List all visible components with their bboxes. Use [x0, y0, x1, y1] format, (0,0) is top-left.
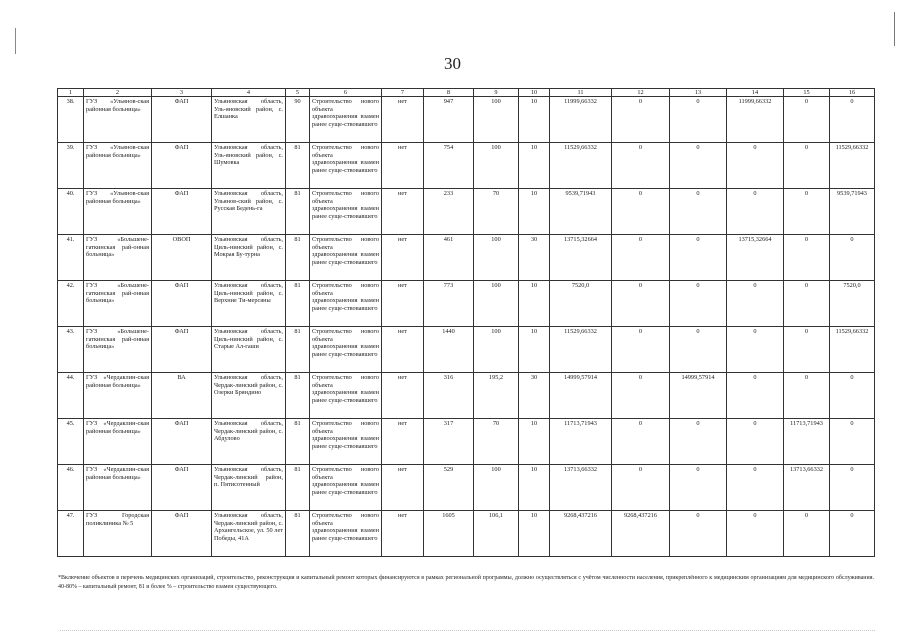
table-body [58, 97, 875, 557]
cost-year-3-cell: 0 [727, 373, 784, 419]
total-cost-cell: 13713,66332 [550, 465, 612, 511]
facility-type-cell: ФАП [152, 419, 212, 465]
area-cell: 70 [474, 419, 519, 465]
wear-percent-cell: 90 [286, 97, 310, 143]
page-number: 30 [444, 54, 461, 73]
cost-year-1-cell: 0 [612, 143, 670, 189]
column-number: 8 [424, 89, 474, 97]
land-plot-cell: нет [382, 373, 424, 419]
cost-year-2-cell: 0 [670, 97, 727, 143]
facility-type-cell: ФАП [152, 189, 212, 235]
organization-cell: ГУЗ «Чердаклин-ская районная больница» [84, 465, 152, 511]
capacity-cell: 10 [519, 465, 550, 511]
cost-year-2-cell: 0 [670, 419, 727, 465]
row-number-cell: 44. [58, 373, 84, 419]
cost-year-5-cell: 0 [830, 235, 875, 281]
area-cell: 100 [474, 97, 519, 143]
row-number-cell: 41. [58, 235, 84, 281]
cost-year-5-cell: 7520,0 [830, 281, 875, 327]
address-cell: Ульяновская область, Чердак-линский район, с. Озерки Бряндино [212, 373, 286, 419]
row-number-cell: 47. [58, 511, 84, 557]
cost-year-4-cell: 13713,66332 [784, 465, 830, 511]
organization-cell: ГУЗ «Чердаклин-ская районная больница» [84, 373, 152, 419]
area-cell: 100 [474, 281, 519, 327]
wear-percent-cell: 81 [286, 143, 310, 189]
area-cell: 70 [474, 189, 519, 235]
address-cell: Ульяновская область, Циль-нинский район, с. Старые Ал-гаши [212, 327, 286, 373]
population-cell: 754 [424, 143, 474, 189]
organization-cell: ГУЗ «Большене-гаткинская рай-онная больница» [84, 327, 152, 373]
table-row [58, 465, 875, 511]
land-plot-cell: нет [382, 511, 424, 557]
table-row [58, 143, 875, 189]
cost-year-1-cell: 0 [612, 189, 670, 235]
facility-type-cell: ФАП [152, 97, 212, 143]
wear-percent-cell: 81 [286, 327, 310, 373]
cost-year-2-cell: 0 [670, 143, 727, 189]
population-cell: 1440 [424, 327, 474, 373]
cost-year-4-cell: 11713,71943 [784, 419, 830, 465]
cost-year-3-cell: 0 [727, 143, 784, 189]
work-type-cell: Строительство нового объекта здравоохранения взамен ранее суще-ствовавшего [310, 373, 382, 419]
total-cost-cell: 11713,71943 [550, 419, 612, 465]
capacity-cell: 10 [519, 511, 550, 557]
row-number-cell: 38. [58, 97, 84, 143]
work-type-cell: Строительство нового объекта здравоохранения взамен ранее суще-ствовавшего [310, 189, 382, 235]
population-cell: 529 [424, 465, 474, 511]
facility-type-cell: ФАП [152, 511, 212, 557]
wear-percent-cell: 81 [286, 373, 310, 419]
total-cost-cell: 14999,57914 [550, 373, 612, 419]
facility-type-cell: ОВОП [152, 235, 212, 281]
organization-cell: ГУЗ «Ульянов-ская районная больница» [84, 143, 152, 189]
cost-year-2-cell: 0 [670, 235, 727, 281]
column-number: 9 [474, 89, 519, 97]
cost-year-5-cell: 0 [830, 373, 875, 419]
area-cell: 195,2 [474, 373, 519, 419]
row-number-cell: 42. [58, 281, 84, 327]
cost-year-2-cell: 0 [670, 281, 727, 327]
capacity-cell: 10 [519, 281, 550, 327]
area-cell: 106,1 [474, 511, 519, 557]
organization-cell: ГУЗ Городская поликлиника № 5 [84, 511, 152, 557]
total-cost-cell: 7520,0 [550, 281, 612, 327]
capacity-cell: 10 [519, 143, 550, 189]
address-cell: Ульяновская область, Циль-нинский район, с. Верхние Ти-мерсяны [212, 281, 286, 327]
table-row [58, 189, 875, 235]
cost-year-1-cell: 0 [612, 327, 670, 373]
population-cell: 316 [424, 373, 474, 419]
column-number: 11 [550, 89, 612, 97]
address-cell: Ульяновская область, Уль-яновский район, с. Елшанка [212, 97, 286, 143]
wear-percent-cell: 81 [286, 235, 310, 281]
capacity-cell: 10 [519, 97, 550, 143]
table-row [58, 511, 875, 557]
facility-type-cell: ФАП [152, 143, 212, 189]
column-number: 16 [830, 89, 875, 97]
capacity-cell: 30 [519, 373, 550, 419]
cost-year-3-cell: 0 [727, 281, 784, 327]
population-cell: 947 [424, 97, 474, 143]
population-cell: 317 [424, 419, 474, 465]
cost-year-2-cell: 0 [670, 465, 727, 511]
cost-year-1-cell: 0 [612, 373, 670, 419]
cost-year-1-cell: 0 [612, 419, 670, 465]
column-number-row [58, 89, 875, 97]
row-number-cell: 43. [58, 327, 84, 373]
scan-artifact-line [60, 630, 875, 632]
area-cell: 100 [474, 143, 519, 189]
cost-year-2-cell: 0 [670, 327, 727, 373]
table-row [58, 327, 875, 373]
column-number: 5 [286, 89, 310, 97]
cost-year-4-cell: 0 [784, 143, 830, 189]
row-number-cell: 45. [58, 419, 84, 465]
cost-year-3-cell: 0 [727, 419, 784, 465]
table-row [58, 419, 875, 465]
cost-year-5-cell: 9539,71943 [830, 189, 875, 235]
area-cell: 100 [474, 465, 519, 511]
column-number: 12 [612, 89, 670, 97]
land-plot-cell: нет [382, 465, 424, 511]
capacity-cell: 10 [519, 189, 550, 235]
column-number: 7 [382, 89, 424, 97]
organization-cell: ГУЗ «Чердаклин-ская районная больница» [84, 419, 152, 465]
work-type-cell: Строительство нового объекта здравоохранения взамен ранее суще-ствовавшего [310, 143, 382, 189]
cost-year-4-cell: 0 [784, 511, 830, 557]
wear-percent-cell: 81 [286, 281, 310, 327]
total-cost-cell: 13715,32664 [550, 235, 612, 281]
cost-year-1-cell: 0 [612, 465, 670, 511]
land-plot-cell: нет [382, 97, 424, 143]
facility-type-cell: ФАП [152, 465, 212, 511]
wear-percent-cell: 81 [286, 511, 310, 557]
organization-cell: ГУЗ «Ульянов-ская районная больница» [84, 189, 152, 235]
column-number: 6 [310, 89, 382, 97]
cost-year-4-cell: 0 [784, 235, 830, 281]
cost-year-3-cell: 0 [727, 511, 784, 557]
area-cell: 100 [474, 235, 519, 281]
scan-edge-mark [15, 28, 16, 54]
address-cell: Ульяновская область, Ульянов-ский район, с. Русская Бедень-га [212, 189, 286, 235]
wear-percent-cell: 81 [286, 465, 310, 511]
capacity-cell: 10 [519, 419, 550, 465]
column-number: 15 [784, 89, 830, 97]
scan-edge-mark [894, 12, 895, 46]
organization-cell: ГУЗ «Большене-гаткинская рай-онная больница» [84, 235, 152, 281]
cost-year-3-cell: 0 [727, 189, 784, 235]
address-cell: Ульяновская область, Циль-нинский район, с. Мокрая Бу-турна [212, 235, 286, 281]
population-cell: 1605 [424, 511, 474, 557]
area-cell: 100 [474, 327, 519, 373]
facility-type-cell: ФАП [152, 281, 212, 327]
cost-year-1-cell: 0 [612, 281, 670, 327]
table-row [58, 281, 875, 327]
work-type-cell: Строительство нового объекта здравоохранения взамен ранее суще-ствовавшего [310, 235, 382, 281]
land-plot-cell: нет [382, 419, 424, 465]
column-number: 3 [152, 89, 212, 97]
work-type-cell: Строительство нового объекта здравоохранения взамен ранее суще-ствовавшего [310, 327, 382, 373]
row-number-cell: 46. [58, 465, 84, 511]
facility-type-cell: ВА [152, 373, 212, 419]
total-cost-cell: 9539,71943 [550, 189, 612, 235]
population-cell: 461 [424, 235, 474, 281]
land-plot-cell: нет [382, 235, 424, 281]
column-number: 10 [519, 89, 550, 97]
address-cell: Ульяновская область, Чердак-линский район, с. Абдулово [212, 419, 286, 465]
cost-year-2-cell: 0 [670, 189, 727, 235]
total-cost-cell: 11529,66332 [550, 327, 612, 373]
cost-year-5-cell: 11529,66332 [830, 143, 875, 189]
work-type-cell: Строительство нового объекта здравоохранения взамен ранее суще-ствовавшего [310, 419, 382, 465]
population-cell: 233 [424, 189, 474, 235]
column-number: 14 [727, 89, 784, 97]
cost-year-5-cell: 0 [830, 465, 875, 511]
address-cell: Ульяновская область, Уль-яновский район, с. Шумовка [212, 143, 286, 189]
facilities-table [57, 88, 875, 557]
cost-year-5-cell: 11529,66332 [830, 327, 875, 373]
cost-year-3-cell: 13715,32664 [727, 235, 784, 281]
total-cost-cell: 9268,437216 [550, 511, 612, 557]
cost-year-4-cell: 0 [784, 327, 830, 373]
facility-type-cell: ФАП [152, 327, 212, 373]
cost-year-2-cell: 0 [670, 511, 727, 557]
wear-percent-cell: 81 [286, 189, 310, 235]
column-number: 1 [58, 89, 84, 97]
column-number: 4 [212, 89, 286, 97]
work-type-cell: Строительство нового объекта здравоохранения взамен ранее суще-ствовавшего [310, 511, 382, 557]
cost-year-1-cell: 0 [612, 235, 670, 281]
footnote: *Включение объектов в перечень медицинских организаций, строительство, реконструкция и капитальный ремонт которых финансируются в рамках региональной программы, должно осуществляться с учётом численности населения, прикреплённого к медицинским организациям для медицинского обслуживания. 40-80% – капитальный ремонт, 81 и более % – строительство взамен существующего. [58, 575, 874, 590]
cost-year-1-cell: 9268,437216 [612, 511, 670, 557]
cost-year-3-cell: 11999,66332 [727, 97, 784, 143]
work-type-cell: Строительство нового объекта здравоохранения взамен ранее суще-ствовавшего [310, 281, 382, 327]
table-row [58, 373, 875, 419]
organization-cell: ГУЗ «Ульянов-ская районная больница» [84, 97, 152, 143]
cost-year-5-cell: 0 [830, 97, 875, 143]
population-cell: 773 [424, 281, 474, 327]
cost-year-5-cell: 0 [830, 511, 875, 557]
land-plot-cell: нет [382, 327, 424, 373]
capacity-cell: 10 [519, 327, 550, 373]
cost-year-4-cell: 0 [784, 281, 830, 327]
wear-percent-cell: 81 [286, 419, 310, 465]
work-type-cell: Строительство нового объекта здравоохранения взамен ранее суще-ствовавшего [310, 97, 382, 143]
row-number-cell: 39. [58, 143, 84, 189]
table-row [58, 97, 875, 143]
capacity-cell: 30 [519, 235, 550, 281]
cost-year-3-cell: 0 [727, 465, 784, 511]
total-cost-cell: 11529,66332 [550, 143, 612, 189]
address-cell: Ульяновская область, Чердак-линский район, п. Пятисотенный [212, 465, 286, 511]
column-number: 13 [670, 89, 727, 97]
cost-year-3-cell: 0 [727, 327, 784, 373]
work-type-cell: Строительство нового объекта здравоохранения взамен ранее суще-ствовавшего [310, 465, 382, 511]
land-plot-cell: нет [382, 189, 424, 235]
cost-year-4-cell: 0 [784, 97, 830, 143]
table-row [58, 235, 875, 281]
address-cell: Ульяновская область, Чердак-линский район, с. Архангельское, ул. 50 лет Победы, 41А [212, 511, 286, 557]
total-cost-cell: 11999,66332 [550, 97, 612, 143]
column-number: 2 [84, 89, 152, 97]
row-number-cell: 40. [58, 189, 84, 235]
cost-year-2-cell: 14999,57914 [670, 373, 727, 419]
cost-year-4-cell: 0 [784, 189, 830, 235]
land-plot-cell: нет [382, 143, 424, 189]
land-plot-cell: нет [382, 281, 424, 327]
cost-year-4-cell: 0 [784, 373, 830, 419]
cost-year-1-cell: 0 [612, 97, 670, 143]
cost-year-5-cell: 0 [830, 419, 875, 465]
organization-cell: ГУЗ «Большене-гаткинская рай-онная больница» [84, 281, 152, 327]
